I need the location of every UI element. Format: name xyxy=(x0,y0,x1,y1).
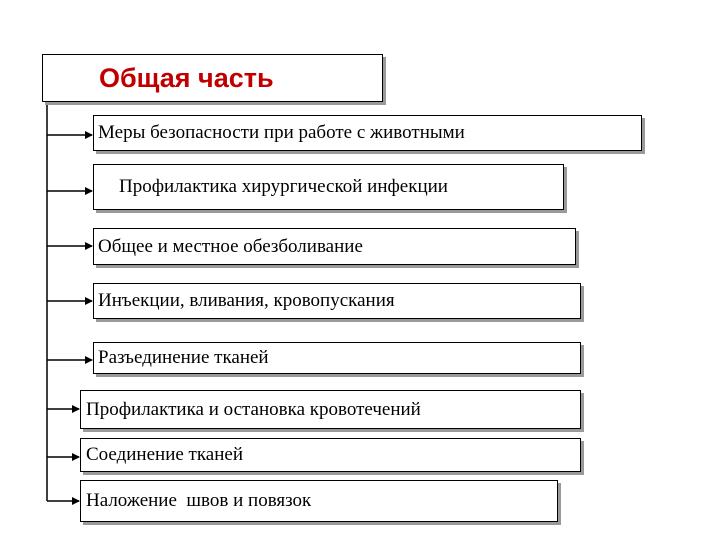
item-label: Соединение тканей xyxy=(86,444,243,465)
title-box xyxy=(42,54,383,102)
item-box-bleeding-control xyxy=(80,390,581,429)
item-box-anesthesia xyxy=(93,228,576,265)
item-label: Профилактика и остановка кровотечений xyxy=(86,398,421,420)
item-box-sutures-bandages xyxy=(80,480,558,522)
item-label: Общее и местное обезболивание xyxy=(98,235,363,257)
item-box-tissue-joining xyxy=(80,438,581,472)
item-label: Профилактика хирургической инфекции xyxy=(119,176,448,197)
item-label: Разъединение тканей xyxy=(98,347,269,368)
item-label: Наложение швов и повязок xyxy=(86,490,312,511)
page-title: Общая часть xyxy=(99,63,274,93)
item-box-tissue-separation xyxy=(93,342,581,374)
item-box-safety xyxy=(93,115,642,151)
item-box-injections xyxy=(93,283,581,319)
item-box-infection-prevention xyxy=(93,164,564,210)
item-label: Инъекции, вливания, кровопускания xyxy=(98,290,395,311)
item-label: Меры безопасности при работе с животными xyxy=(98,122,465,143)
